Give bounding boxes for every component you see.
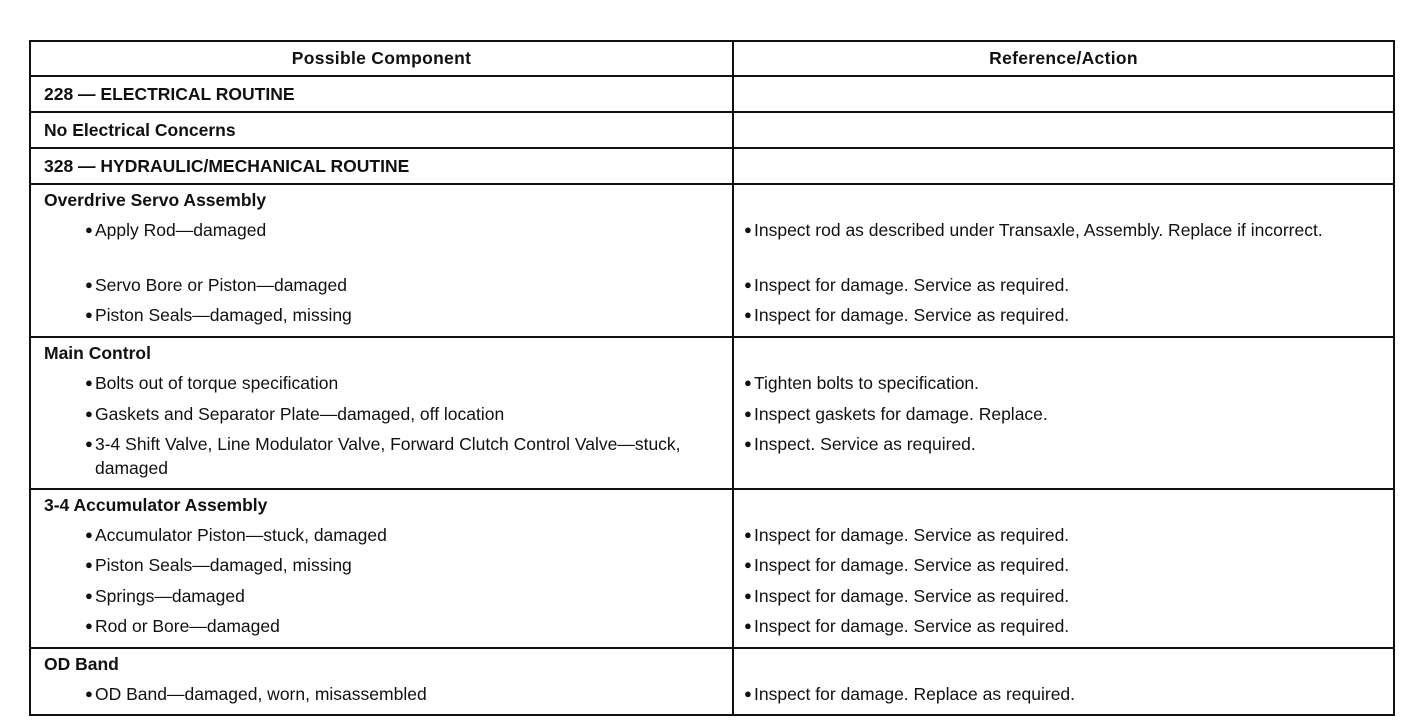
table-header-row [31, 42, 1393, 77]
bullet-icon: ● [85, 222, 93, 237]
table-row [31, 679, 1393, 714]
component-text: Servo Bore or Piston—damaged [95, 275, 347, 295]
group-title: Main Control [31, 338, 734, 368]
section-action-empty [734, 149, 1393, 183]
action-text: Inspect for damage. Replace as required. [754, 684, 1076, 704]
bullet-icon: ● [744, 618, 752, 633]
bullet-icon: ● [85, 557, 93, 572]
group-title: 3-4 Accumulator Assembly [31, 490, 734, 520]
action-text: Inspect for damage. Service as required. [754, 305, 1070, 325]
header-possible-component: Possible Component [31, 42, 734, 75]
component-text: Apply Rod—damaged [95, 220, 267, 240]
section-title: 328 — HYDRAULIC/MECHANICAL ROUTINE [31, 149, 734, 183]
table-row [31, 581, 1393, 611]
bullet-icon: ● [85, 618, 93, 633]
component-text: OD Band—damaged, worn, misassembled [95, 684, 427, 704]
action-text: Inspect. Service as required. [754, 434, 976, 454]
component-text: Springs—damaged [95, 586, 245, 606]
table-row [31, 429, 1393, 488]
group-overdrive-servo [31, 185, 1393, 338]
group-accumulator [31, 490, 1393, 649]
bullet-icon: ● [744, 307, 752, 322]
group-title: OD Band [31, 649, 734, 679]
action-text: Tighten bolts to specification. [754, 373, 980, 393]
bullet-icon: ● [85, 406, 93, 421]
bullet-icon: ● [744, 222, 752, 237]
component-text: 3-4 Shift Valve, Line Modulator Valve, Forward Clutch Control Valve—stuck, damaged [95, 434, 681, 478]
section-action-empty [734, 113, 1393, 147]
bullet-icon: ● [744, 406, 752, 421]
bullet-icon: ● [744, 557, 752, 572]
action-text: Inspect for damage. Service as required. [754, 525, 1070, 545]
bullet-icon: ● [85, 307, 93, 322]
bullet-icon: ● [744, 436, 752, 451]
table-row [31, 520, 1393, 550]
bullet-icon: ● [85, 588, 93, 603]
bullet-icon: ● [744, 588, 752, 603]
group-title-line [31, 490, 1393, 520]
bullet-icon: ● [744, 375, 752, 390]
component-text: Rod or Bore—damaged [95, 616, 280, 636]
section-title: No Electrical Concerns [31, 113, 734, 147]
action-text: Inspect gaskets for damage. Replace. [754, 404, 1048, 424]
group-main-control [31, 338, 1393, 490]
diagnostic-table [29, 40, 1395, 716]
bullet-icon: ● [85, 277, 93, 292]
table-row [31, 368, 1393, 399]
table-row [31, 300, 1393, 336]
group-title-line [31, 649, 1393, 679]
action-text: Inspect for damage. Service as required. [754, 616, 1070, 636]
section-row-no-electrical [31, 113, 1393, 149]
bullet-icon: ● [85, 686, 93, 701]
section-title: 228 — ELECTRICAL ROUTINE [31, 77, 734, 111]
table-row [31, 270, 1393, 300]
bullet-icon: ● [744, 527, 752, 542]
action-text: Inspect for damage. Service as required. [754, 275, 1070, 295]
group-title-line [31, 185, 1393, 215]
section-row-hydraulic [31, 149, 1393, 185]
bullet-icon: ● [85, 436, 93, 451]
section-action-empty [734, 77, 1393, 111]
group-title: Overdrive Servo Assembly [31, 185, 734, 215]
action-text: Inspect for damage. Service as required. [754, 586, 1070, 606]
component-text: Accumulator Piston—stuck, damaged [95, 525, 387, 545]
component-text: Bolts out of torque specification [95, 373, 339, 393]
header-reference-action: Reference/Action [989, 48, 1138, 68]
bullet-icon: ● [744, 686, 752, 701]
component-text: Piston Seals—damaged, missing [95, 305, 352, 325]
bullet-icon: ● [85, 375, 93, 390]
table-row [31, 399, 1393, 429]
table-row [31, 215, 1393, 270]
bullet-icon: ● [744, 277, 752, 292]
action-text: Inspect rod as described under Transaxle, Assembly. Replace if incorrect. [754, 220, 1323, 240]
section-row-electrical [31, 77, 1393, 113]
table-row [31, 550, 1393, 581]
component-text: Gaskets and Separator Plate—damaged, off location [95, 404, 505, 424]
component-text: Piston Seals—damaged, missing [95, 555, 352, 575]
action-text: Inspect for damage. Service as required. [754, 555, 1070, 575]
group-od-band [31, 649, 1393, 714]
table-row [31, 611, 1393, 647]
bullet-icon: ● [85, 527, 93, 542]
group-title-line [31, 338, 1393, 368]
